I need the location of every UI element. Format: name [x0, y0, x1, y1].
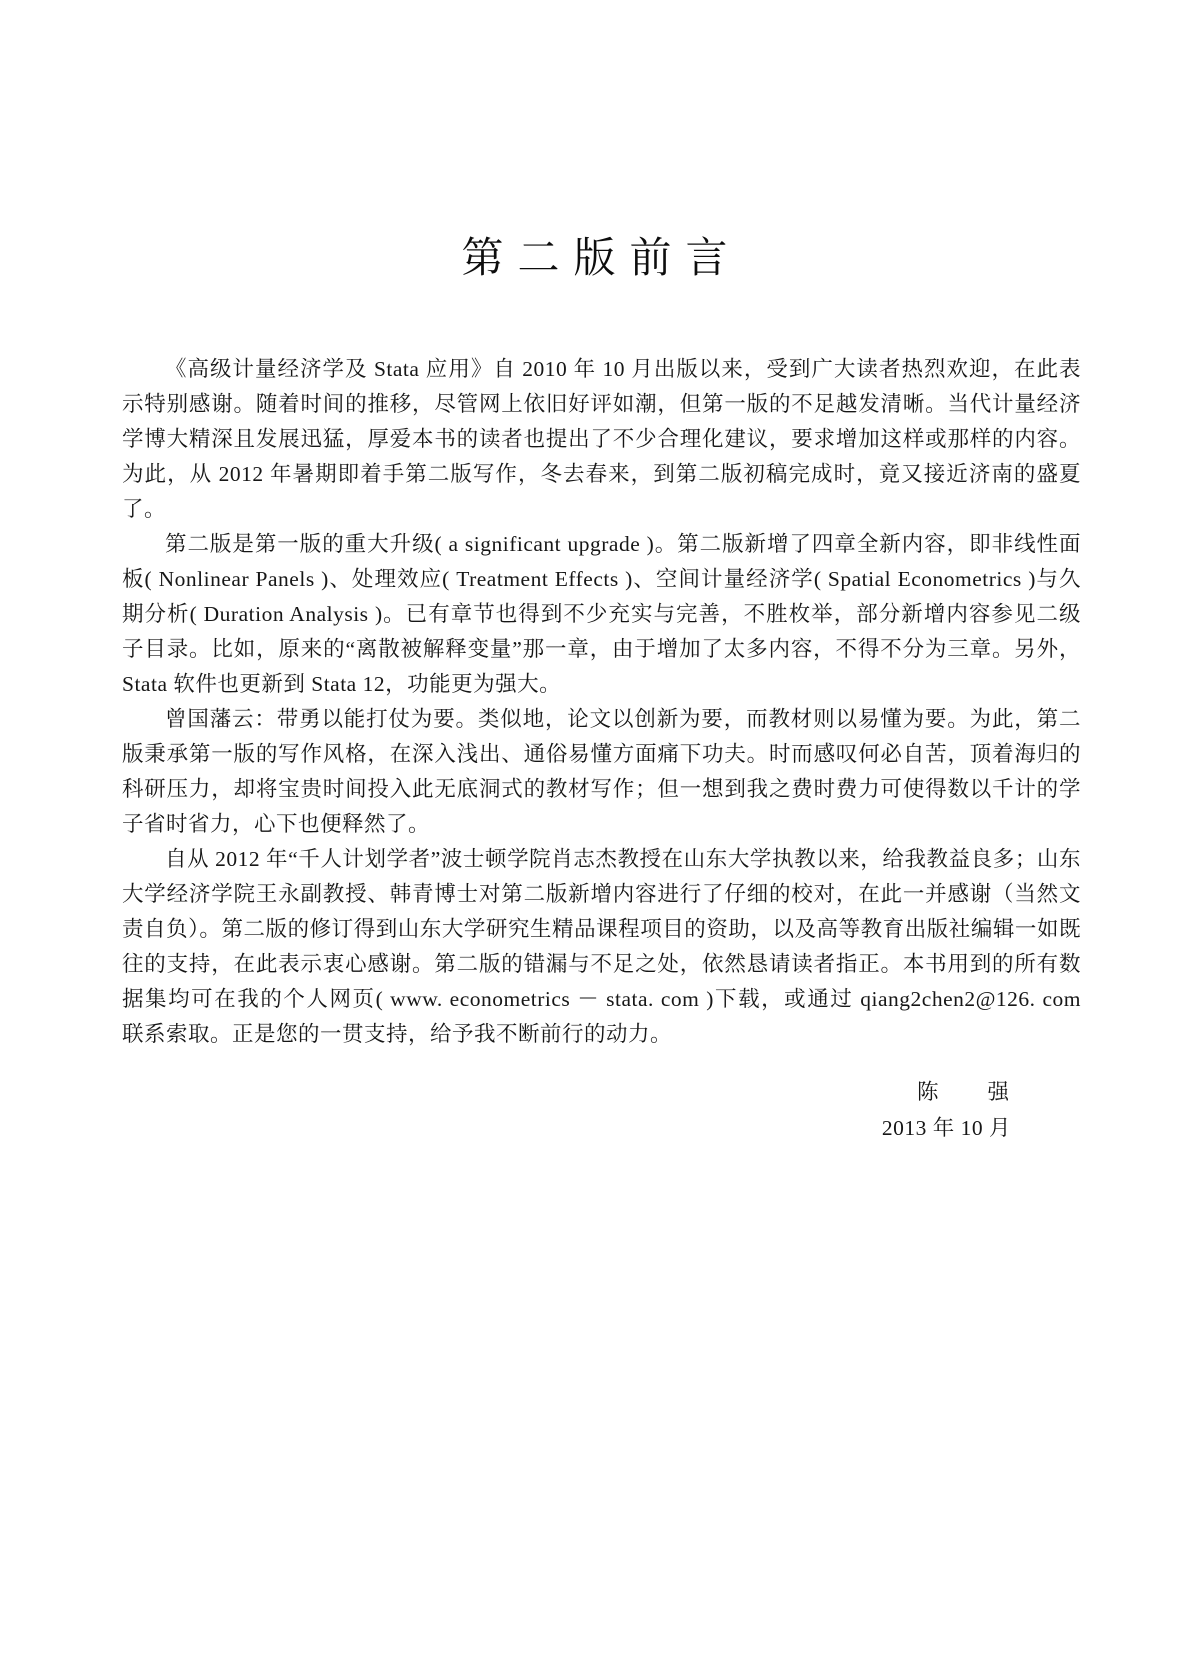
signature-name: 陈 强	[916, 1080, 1011, 1104]
preface-paragraph-2: 第二版是第一版的重大升级( a significant upgrade )。第二版新增了四章全新内容，即非线性面板( Nonlinear Panels )、处理效应( Treatment Effects )、空间计量经济学( Spatial Econometrics )与久期分析( Duration Analysis )。已有章节也得到不少充实与完善，不胜枚举，部分新增内容参见二级子目录。比如，原来的“离散被解释变量”那一章，由于增加了太多内容，不得不分为三章。另外，Stata 软件也更新到 Stata 12，功能更为强大。	[122, 532, 1081, 696]
signature-block	[0, 1074, 1011, 1146]
preface-paragraph-3: 曾国藩云：带勇以能打仗为要。类似地，论文以创新为要，而教材则以易懂为要。为此，第二版秉承第一版的写作风格，在深入浅出、通俗易懂方面痛下功夫。时而感叹何必自苦，顶着海归的科研压力，却将宝贵时间投入此无底洞式的教材写作；但一想到我之费时费力可使得数以千计的学子省时省力，心下也便释然了。	[122, 707, 1081, 836]
preface-paragraph-4: 自从 2012 年“千人计划学者”波士顿学院肖志杰教授在山东大学执教以来，给我教益良多；山东大学经济学院王永副教授、韩青博士对第二版新增内容进行了仔细的校对，在此一并感谢（当然文责自负）。第二版的修订得到山东大学研究生精品课程项目的资助，以及高等教育出版社编辑一如既往的支持，在此表示衷心感谢。第二版的错漏与不足之处，依然恳请读者指正。本书用到的所有数据集均可在我的个人网页( www. econometrics － stata. com )下载，或通过 qiang2chen2@126. com 联系索取。正是您的一贯支持，给予我不断前行的动力。	[122, 847, 1081, 1046]
preface-paragraph-1: 《高级计量经济学及 Stata 应用》自 2010 年 10 月出版以来，受到广大读者热烈欢迎，在此表示特别感谢。随着时间的推移，尽管网上依旧好评如潮，但第一版的不足越发清晰。当代计量经济学博大精深且发展迅猛，厚爱本书的读者也提出了不少合理化建议，要求增加这样或那样的内容。为此，从 2012 年暑期即着手第二版写作，冬去春来，到第二版初稿完成时，竟又接近济南的盛夏了。	[122, 357, 1081, 521]
page-title: 第二版前言	[461, 236, 742, 282]
signature-date: 2013 年 10 月	[881, 1116, 1011, 1140]
preface-body	[122, 352, 1081, 1052]
